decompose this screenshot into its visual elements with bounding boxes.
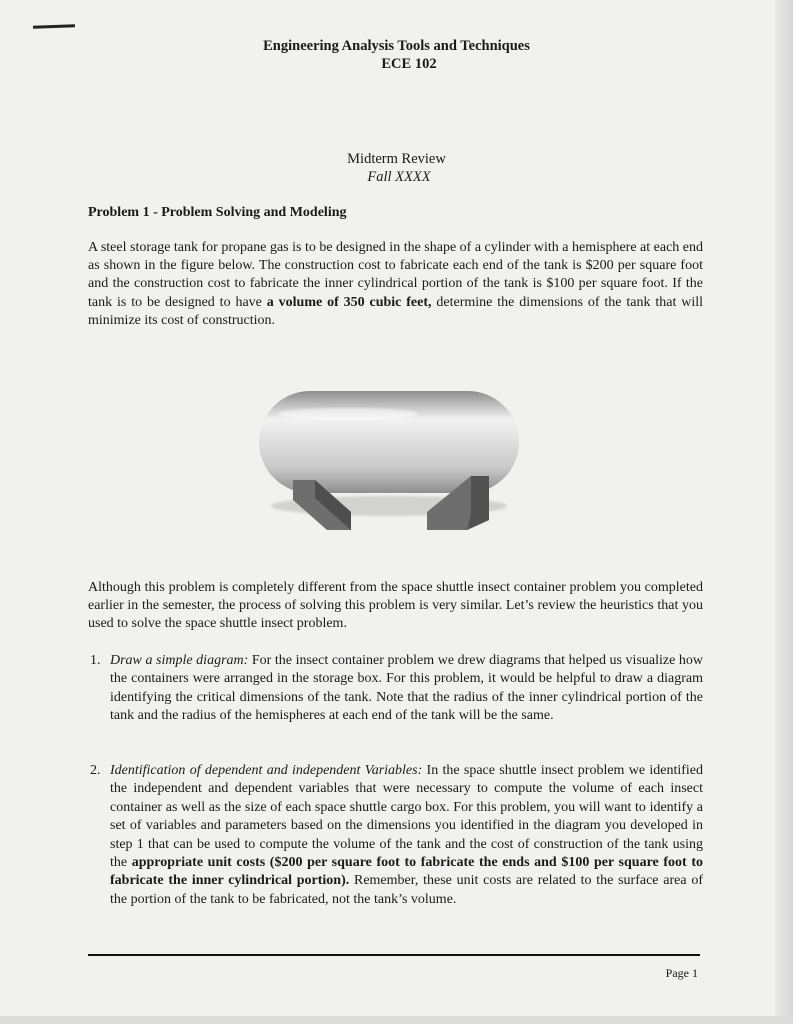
- problem-statement-volume: a volume of 350 cubic feet,: [266, 294, 432, 310]
- review-term: Fall XXXX: [367, 169, 431, 185]
- list-item: [88, 762, 703, 909]
- problem-statement: [88, 239, 703, 330]
- list-lead: Draw a simple diagram:: [110, 653, 249, 668]
- list-text: For the insect container problem we drew diagrams that helped us visualize how the containers were arranged in the storage box. For this problem, it would be helpful to draw a diagram identifying the critical dimensions of the tank. Note that the radius of the inner cylindrical portion of the tank and the radius of the hemispheres at each end of the tank will be the same.: [110, 653, 704, 724]
- followup-paragraph: Although this problem is completely different from the space shuttle insect container problem you completed earlier in the semester, the process of solving this problem is very similar. Let’s review the heuristics that you used to solve the space shuttle insect problem.: [88, 580, 703, 632]
- problem-heading: Problem 1 - Problem Solving and Modeling: [88, 205, 347, 220]
- list-text-end: Remember, these unit costs are related to the surface area of the portion of the tank to be fabricated, not the tank’s volume.: [110, 873, 703, 907]
- propane-tank-illustration: [253, 388, 525, 534]
- review-title: Midterm Review: [347, 151, 446, 167]
- list-number: 1.: [90, 653, 101, 668]
- list-number: 2.: [90, 763, 101, 778]
- problem-statement-text: A steel storage tank for propane gas is to be designed in the shape of a cylinder with a hemisphere at each end as shown in the figure below. The construction cost to fabricate each end of the tank is $200 per square foot and the construction cost to fabricate the inner cylindrical portion of the tank is $100 per square foot. If the tank is to be designed to have: [88, 240, 704, 310]
- page-number: Page 1: [665, 966, 698, 980]
- pen-mark: [33, 24, 75, 28]
- list-lead: Identification of dependent and independent Variables:: [110, 763, 423, 778]
- document-title: Engineering Analysis Tools and Techniques: [263, 38, 530, 54]
- tank-highlight: [278, 408, 418, 420]
- list-item: [88, 652, 703, 726]
- footer-rule: [88, 954, 700, 956]
- list-unit-costs: appropriate unit costs ($200 per square foot to fabricate the ends and $100 per square foot to fabricate the inner cylindrical portion).: [110, 855, 703, 889]
- page-bottom-edge: [0, 1016, 793, 1024]
- list-text: In the space shuttle insect problem we identified the independent and dependent variables that were necessary to compute the volume of each insect container as well as the size of each space shuttle cargo box. For this problem, you will want to identify a set of variables and parameters based on the dimensions you identified in the diagram you developed in step 1 that can be used to compute the volume of the tank and the cost of construction of the tank using the: [110, 763, 703, 871]
- tank-figure: [253, 388, 525, 534]
- course-code: ECE 102: [381, 56, 437, 72]
- document-header: [0, 37, 793, 73]
- problem-statement-end: determine the dimensions of the tank that will minimize its cost of construction.: [88, 294, 703, 328]
- review-heading: [0, 150, 793, 186]
